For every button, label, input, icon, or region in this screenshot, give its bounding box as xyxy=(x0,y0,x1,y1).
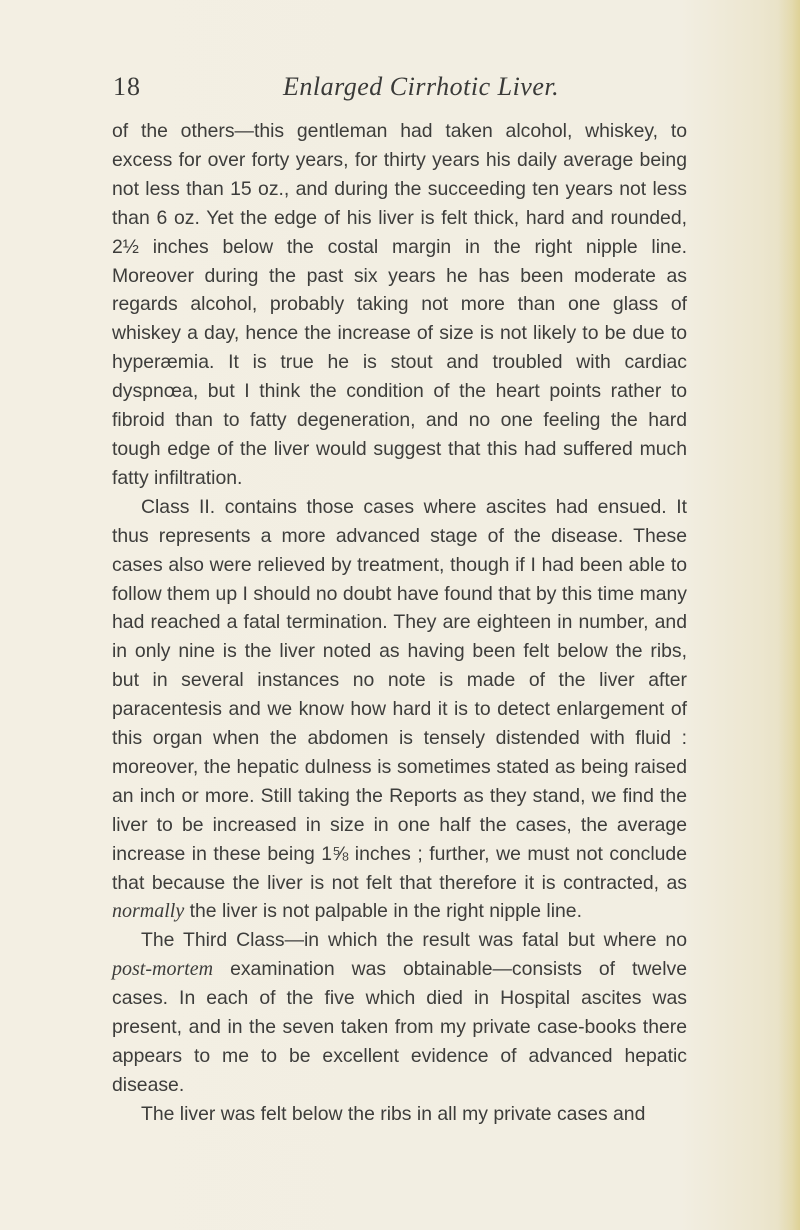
running-head xyxy=(113,72,683,112)
text-segment: examination was obtainable—consists of twelve cases. In each of the five which died in Hospital ascites was present, and in the seven taken from my private case-books there appears to me to be excellent evidence of advanced hepatic disease. xyxy=(112,958,687,1096)
italic-phrase: post-mortem xyxy=(112,958,214,981)
italic-phrase: normally xyxy=(112,900,185,923)
page-edge-shading xyxy=(778,0,800,1230)
paragraph-p3 xyxy=(112,926,687,1099)
page-number: 18 xyxy=(113,72,141,101)
text-segment: The Third Class—in which the result was fatal but where no xyxy=(141,929,687,952)
text-segment: of the others—this gentleman had taken alcohol, whiskey, to excess for over forty years, for thirty years his daily average being not less than 15 oz., and during the succeeding ten years not less than 6 oz. Yet the edge of his liver is felt thick, hard and rounded, 2½ inches below the costal margin in the right nipple line. Moreover during the past six years he has been moderate as regards alcohol, probably taking not more than one glass of whiskey a day, hence the increase of size is not likely to be due to hyperæmia. It is true he is stout and troubled with cardiac dyspnœa, but I think the condition of the heart points rather to fibroid than to fatty degeneration, and no one feeling the hard tough edge of the liver would suggest that this had suffered much fatty infiltration. xyxy=(112,120,687,489)
body-text xyxy=(112,117,687,1129)
paragraph-p2 xyxy=(112,493,687,927)
text-segment: The liver was felt below the ribs in all my private cases and xyxy=(141,1102,646,1125)
paragraph-p1 xyxy=(112,117,687,493)
text-segment: Class II. contains those cases where ascites had ensued. It thus represents a more advanced stage of the disease. These cases also were relieved by treatment, though if I had been able to follow them up I should no doubt have found that by this time many had reached a fatal termination. They are eighteen in number, and in only nine is the liver noted as having been felt below the ribs, but in several instances no note is made of the liver after paracentesis and we know how hard it is to detect enlargement of this organ when the abdomen is tensely distended with fluid : moreover, the hepatic dulness is sometimes stated as being raised an inch or more. Still taking the Reports as they stand, we find the liver to be increased in size in one half the cases, the average increase in these being 1⅝ inches ; further, we must not conclude that because the liver is not felt that therefore it is contracted, as xyxy=(112,495,687,894)
running-head-title: Enlarged Cirrhotic Liver. xyxy=(283,72,560,101)
text-segment: the liver is not palpable in the right nipple line. xyxy=(184,900,582,923)
paragraph-p4 xyxy=(112,1100,687,1129)
